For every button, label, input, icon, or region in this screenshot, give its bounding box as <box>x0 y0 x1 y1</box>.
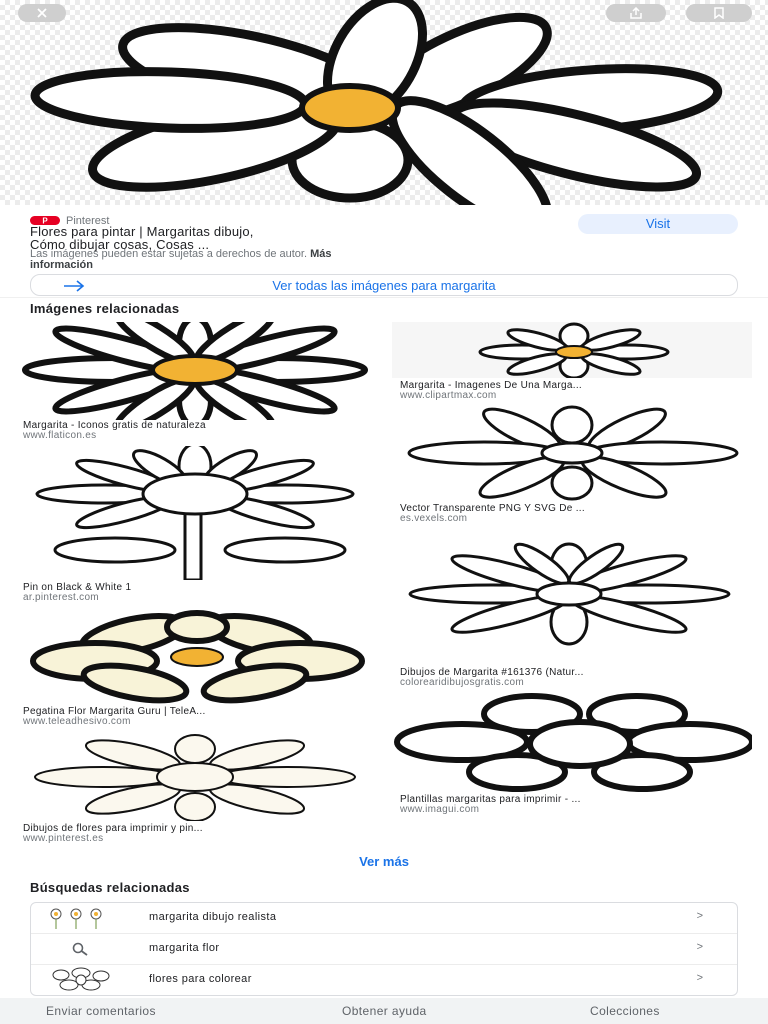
image-domain: ar.pinterest.com <box>23 592 99 603</box>
chevron-right-icon: > <box>696 941 703 953</box>
related-images-heading: Imágenes relacionadas <box>30 301 180 316</box>
svg-text:P: P <box>42 216 48 225</box>
related-image-thumb <box>392 692 752 792</box>
result-title-continued[interactable]: Cómo dibujar cosas, Cosas ... <box>30 237 210 252</box>
close-icon <box>36 7 48 19</box>
visit-button[interactable]: Visit <box>578 214 738 234</box>
related-image-card[interactable] <box>15 322 375 442</box>
related-search-item[interactable] <box>31 934 737 965</box>
image-caption: Vector Transparente PNG Y SVG De ... <box>400 503 585 514</box>
related-search-label: flores para colorear <box>149 973 252 985</box>
hero-image[interactable] <box>0 0 768 205</box>
share-button[interactable] <box>606 4 666 22</box>
search-icon <box>31 934 131 964</box>
image-domain: es.vexels.com <box>400 513 468 524</box>
image-caption: Margarita - Imagenes De Una Marga... <box>400 380 582 391</box>
all-images-label: Ver todas las imágenes para margarita <box>272 278 496 293</box>
image-caption: Dibujos de Margarita #161376 (Natur... <box>400 667 584 678</box>
chevron-right-icon: > <box>696 910 703 922</box>
image-caption: Plantillas margaritas para imprimir - ... <box>400 794 581 805</box>
image-domain: www.teleadhesivo.com <box>23 716 131 727</box>
more-info-link[interactable]: Más <box>310 248 332 260</box>
see-more-link[interactable]: Ver más <box>359 854 409 869</box>
image-caption: Dibujos de flores para imprimir y pin... <box>23 823 203 834</box>
get-help-link[interactable]: Obtener ayuda <box>342 1004 427 1018</box>
chevron-right-icon: > <box>696 972 703 984</box>
share-icon <box>629 7 643 19</box>
related-image-thumb <box>15 446 375 580</box>
flower-center <box>302 86 398 130</box>
related-searches-heading: Búsquedas relacionadas <box>30 880 190 895</box>
image-caption: Margarita - Iconos gratis de naturaleza <box>23 420 206 431</box>
related-image-thumb <box>392 405 752 501</box>
related-image-card[interactable] <box>392 322 752 400</box>
related-image-thumb <box>15 733 375 821</box>
related-image-card[interactable] <box>392 692 752 814</box>
related-image-thumb <box>15 322 375 420</box>
send-feedback-link[interactable]: Enviar comentarios <box>46 1004 156 1018</box>
related-image-card[interactable] <box>15 733 375 843</box>
related-image-card[interactable] <box>15 609 375 727</box>
related-searches-list <box>30 902 738 996</box>
image-domain: colorearidibujosgratis.com <box>400 677 524 688</box>
result-title[interactable]: Flores para pintar | Margaritas dibujo, <box>30 224 254 239</box>
related-image-card[interactable] <box>15 446 375 603</box>
notice-text: Las imágenes pueden estar sujetas a derechos de autor. <box>30 248 308 260</box>
related-search-label: margarita dibujo realista <box>149 911 277 923</box>
flower-thumbnail-icon <box>31 965 131 995</box>
bookmark-icon <box>713 7 725 19</box>
source-name: Pinterest <box>66 215 110 227</box>
save-button[interactable] <box>686 4 752 22</box>
related-image-thumb <box>392 530 752 664</box>
daisy-image <box>0 0 768 205</box>
image-domain: www.clipartmax.com <box>400 390 497 401</box>
image-domain: www.flaticon.es <box>23 430 97 441</box>
collections-link[interactable]: Colecciones <box>590 1004 660 1018</box>
image-caption: Pegatina Flor Margarita Guru | TeleA... <box>23 706 206 717</box>
related-search-label: margarita flor <box>149 942 220 954</box>
footer-bar <box>0 998 768 1024</box>
image-caption: Pin on Black & White 1 <box>23 582 132 593</box>
related-search-item[interactable] <box>31 965 737 995</box>
more-info-link-continued[interactable]: información <box>30 259 93 271</box>
flower-thumbnail-icon <box>31 903 131 933</box>
close-button[interactable] <box>18 4 66 22</box>
related-image-card[interactable] <box>392 405 752 524</box>
image-domain: www.pinterest.es <box>23 833 104 844</box>
related-image-card[interactable] <box>392 530 752 686</box>
related-image-thumb <box>15 609 375 704</box>
related-search-item[interactable] <box>31 903 737 934</box>
image-domain: www.imagui.com <box>400 804 480 815</box>
related-image-thumb <box>392 322 752 378</box>
all-images-button[interactable] <box>30 274 738 296</box>
copyright-notice-continued <box>30 259 93 271</box>
